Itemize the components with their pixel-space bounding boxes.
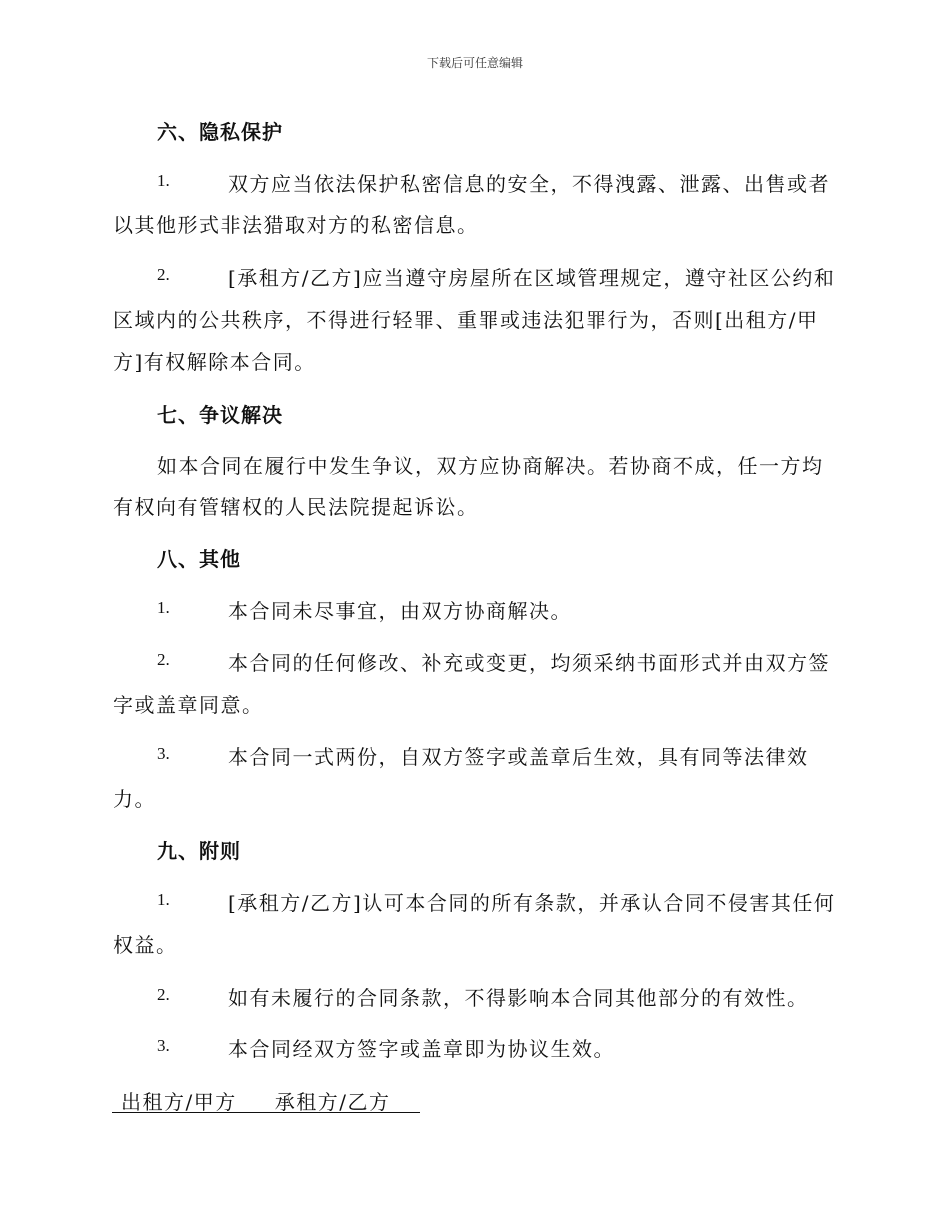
item-line: 本合同的任何修改、补充或变更，均须采纳书面形式并由双方签 bbox=[228, 651, 830, 675]
section-title-other: 八、其他 bbox=[157, 547, 241, 571]
item-line: 字或盖章同意。 bbox=[113, 693, 264, 717]
page-header: 下载后可任意编辑 bbox=[426, 56, 523, 70]
item-line: [承租方/乙方]应当遵守房屋所在区域管理规定，遵守社区公约和 bbox=[228, 266, 836, 290]
item-line: 方]有权解除本合同。 bbox=[113, 350, 316, 374]
item-number: 1. bbox=[157, 598, 170, 617]
paragraph-line: 有权向有管辖权的人民法院提起诉讼。 bbox=[113, 495, 479, 519]
item-number: 2. bbox=[157, 985, 170, 1004]
signature-row bbox=[121, 1086, 391, 1115]
item-line: [承租方/乙方]认可本合同的所有条款，并承认合同不侵害其任何 bbox=[228, 891, 836, 915]
item-line: 权益。 bbox=[113, 933, 178, 957]
item-number: 1. bbox=[157, 171, 170, 190]
section-title-appendix: 九、附则 bbox=[157, 839, 241, 863]
item-line: 以其他形式非法猎取对方的私密信息。 bbox=[113, 213, 479, 237]
paragraph-line: 如本合同在履行中发生争议，双方应协商解决。若协商不成，任一方均 bbox=[157, 454, 824, 478]
item-line: 力。 bbox=[113, 787, 156, 811]
item-number: 1. bbox=[157, 890, 170, 909]
item-line: 如有未履行的合同条款，不得影响本合同其他部分的有效性。 bbox=[228, 986, 809, 1010]
item-number: 2. bbox=[157, 265, 170, 284]
item-line: 双方应当依法保护私密信息的安全，不得洩露、泄露、出售或者 bbox=[228, 172, 830, 196]
item-number: 3. bbox=[157, 1036, 170, 1055]
item-line: 区域内的公共秩序，不得进行轻罪、重罪或违法犯罪行为，否则[出租方/甲 bbox=[113, 308, 819, 332]
item-line: 本合同经双方签字或盖章即为协议生效。 bbox=[228, 1037, 615, 1061]
item-line: 本合同未尽事宜，由双方协商解决。 bbox=[228, 599, 572, 623]
section-title-privacy: 六、隐私保护 bbox=[157, 120, 283, 144]
item-line: 本合同一式两份，自双方签字或盖章后生效，具有同等法律效 bbox=[228, 745, 809, 769]
item-number: 3. bbox=[157, 744, 170, 763]
lessor-label: 出租方/甲方 bbox=[121, 1090, 237, 1114]
item-number: 2. bbox=[157, 650, 170, 669]
lessee-label: 承租方/乙方 bbox=[274, 1090, 391, 1114]
section-title-dispute: 七、争议解决 bbox=[157, 403, 283, 427]
signature-underline bbox=[112, 1112, 420, 1113]
